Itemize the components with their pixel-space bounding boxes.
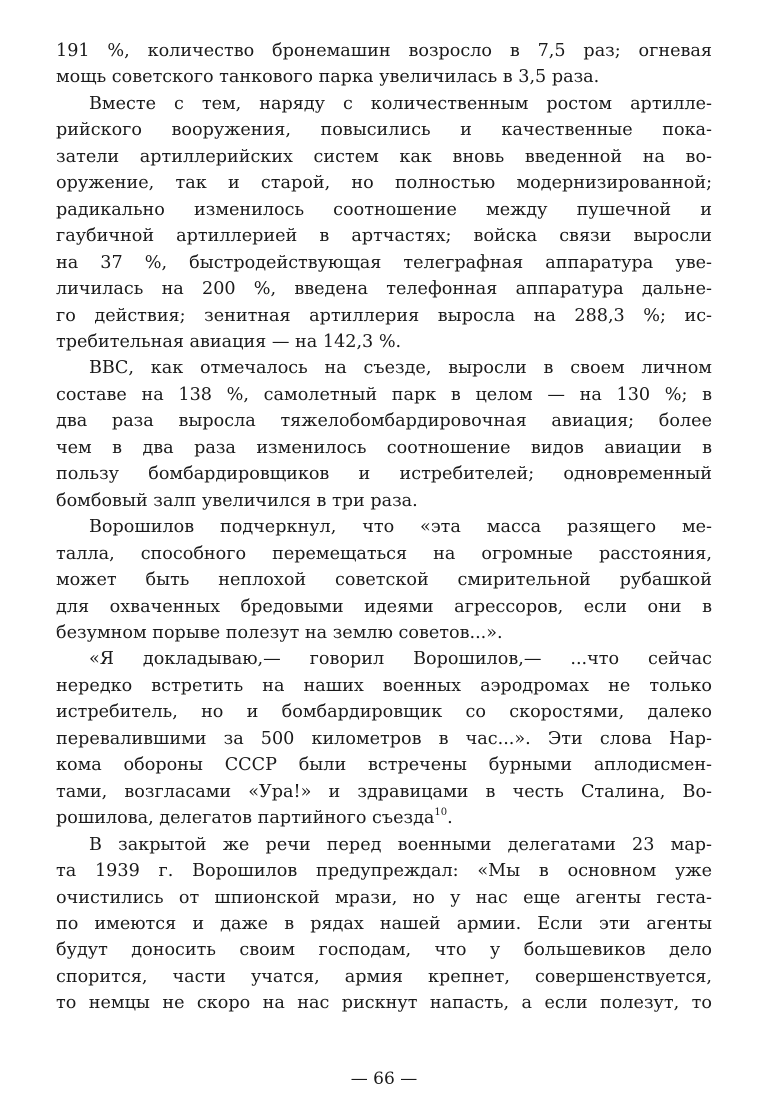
text-line: мощь советского танкового парка увеличилась в 3,5 раза. [56,67,600,88]
text-line: затели артиллерийских систем как вновь введенной на во- [56,146,712,167]
text-line: Ворошилов подчеркнул, что «эта масса разящего ме- [89,517,712,538]
text-line: В закрытой же речи перед военными делегатами 23 мар- [89,834,712,855]
text-line: личилась на 200 %, введена телефонная аппаратура дальне- [56,279,712,300]
text-line: кома обороны СССР были встречены бурными аплодисмен- [56,755,712,776]
text-line: требительная авиация — на 142,3 %. [56,331,402,352]
text-line: та 1939 г. Ворошилов предупреждал: «Мы в основном уже [56,861,712,882]
text-line: рийского вооружения, повысились и качественные пока- [56,120,712,141]
text-line: очистились от шпионской мрази, но у нас еще агенты геста- [56,887,712,908]
text-line: безумном порыве полезут на землю советов...». [56,622,503,643]
paragraph [56,355,712,514]
text-line: тами, возгласами «Ура!» и здравицами в честь Сталина, Во- [56,781,712,802]
text-line: пользу бомбардировщиков и истребителей; одновременный [56,464,712,485]
text-line: спорится, части учатся, армия крепнет, совершенствуется, [56,966,712,987]
text-line: го действия; зенитная артиллерия выросла на 288,3 %; ис- [56,305,712,326]
footnote-marker: 10 [434,807,448,819]
text-line: Вместе с тем, наряду с количественным ростом артилле- [89,93,712,114]
text-line: гаубичной артиллерией в артчастях; войска связи выросли [56,226,712,247]
text-line: может быть неплохой советской смирительной рубашкой [56,570,712,591]
paragraph [56,514,712,646]
paragraph [56,91,712,356]
text-line: рошилова, делегатов партийного съезда$^{10}$. [56,807,453,829]
text-line: на 37 %, быстродействующая телеграфная аппаратура уве- [56,252,712,273]
paragraph [56,38,712,91]
text-line: то немцы не скоро на нас рискнут напасть, а если полезут, то [56,993,712,1014]
text-line: чем в два раза изменилось соотношение видов авиации в [56,437,712,458]
text-line: радикально изменилось соотношение между пушечной и [56,199,712,220]
page-number: — 66 — [350,1069,418,1089]
text-line: «Я докладываю,— говорил Ворошилов,— ...что сейчас [89,649,712,670]
paragraph [56,646,712,831]
text-line: бомбовый залп увеличился в три раза. [56,490,418,511]
text-line: оружение, так и старой, но полностью модернизированной; [56,173,712,194]
text-line: перевалившими за 500 километров в час...». Эти слова Нар- [56,728,712,749]
text-line: ВВС, как отмечалось на съезде, выросли в своем личном [89,358,712,379]
text-line: по имеются и даже в рядах нашей армии. Если эти агенты [56,913,712,934]
text-line: нередко встретить на наших военных аэродромах не только [56,675,712,696]
text-line: истребитель, но и бомбардировщик со скоростями, далеко [56,702,712,723]
text-line: будут доносить своим господам, что у большевиков дело [56,940,712,961]
page-body [56,38,712,1017]
paragraph [56,832,712,1017]
text-line: составе на 138 %, самолетный парк в целом — на 130 %; в [56,384,712,405]
text-line: талла, способного перемещаться на огромные расстояния, [56,543,712,564]
text-line: 191 %, количество бронемашин возросло в 7,5 раз; огневая [56,41,712,61]
text-line: для охваченных бредовыми идеями агрессоров, если они в [56,596,712,617]
text-line: два раза выросла тяжелобомбардировочная авиация; более [56,411,712,432]
